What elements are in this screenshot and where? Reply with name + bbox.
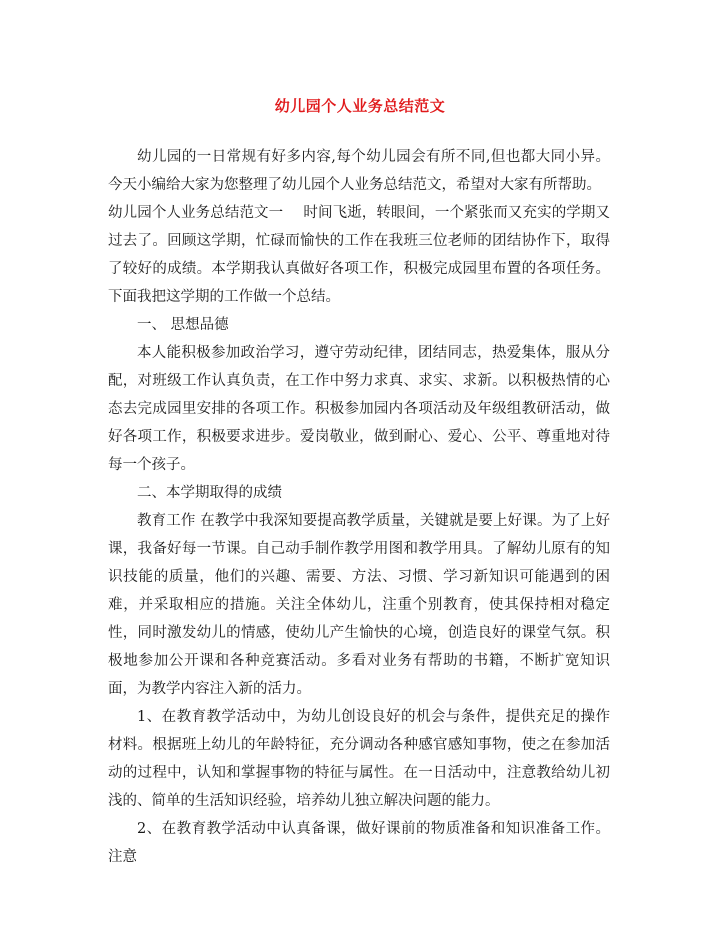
section1-paragraph: 本人能积极参加政治学习，遵守劳动纪律，团结同志，热爱集体，服从分配，对班级工作认真负责，在工作中努力求真、求实、求新。以积极热情的心态去完成园里安排的各项工作。积极参加园内各项活动及年级组教研活动，做好各项工作，积极要求进步。爱岗敬业，做到耐心、爱心、公平、尊重地对待每一个孩子。 [108, 345, 610, 473]
section2-paragraph: 教育工作 在教学中我深知要提高教学质量，关键就是要上好课。为了上好课，我备好每一节课。自己动手制作教学用图和教学用具。了解幼儿原有的知识技能的质量，他们的兴趣、需要、方法、习惯、学习新知识可能遇到的困难，并采取相应的措施。关注全体幼儿，注重个别教育，使其保持相对稳定性，同时激发幼儿的情感，使幼儿产生愉快的心境，创造良好的课堂气氛。积极地参加公开课和各种竞赛活动。多看对业务有帮助的书籍，不断扩宽知识面，为教学内容注入新的活力。 [108, 513, 610, 697]
section1-heading: 一、 思想品德 [137, 317, 229, 333]
lead-text: 时间飞逝，转眼间，一个紧张而又充实的学期又过去了。回顾这学期，忙碌而愉快的工作在我班三位老师的团结协作下，取得了较好的成绩。本学期我认真做好各项工作，积极完成园里布置的各项任务。下面我把这学期的工作做一个总结。 [108, 205, 611, 305]
lead-paragraph [108, 199, 610, 311]
intro-paragraph: 幼儿园的一日常规有好多内容,每个幼儿园会有所不同,但也都大同小异。今天小编给大家为您整理了幼儿园个人业务总结范文，希望对大家有所帮助。 [108, 149, 610, 193]
document-body [108, 143, 610, 871]
item2-paragraph: 2、在教育教学活动中认真备课，做好课前的物质准备和知识准备工作。注意 [108, 821, 610, 865]
item1-paragraph: 1、在教育教学活动中，为幼儿创设良好的机会与条件，提供充足的操作材料。根据班上幼儿的年龄特征，充分调动各种感官感知事物，使之在参加活动的过程中，认知和掌握事物的特征与属性。在一日活动中，注意教给幼儿初浅的、简单的生活知识经验，培养幼儿独立解决问题的能力。 [108, 709, 610, 809]
lead-label: 幼儿园个人业务总结范文一 [108, 205, 284, 221]
document-title: 幼儿园个人业务总结范文 [274, 97, 446, 115]
section2-heading: 二、本学期取得的成绩 [137, 485, 282, 501]
